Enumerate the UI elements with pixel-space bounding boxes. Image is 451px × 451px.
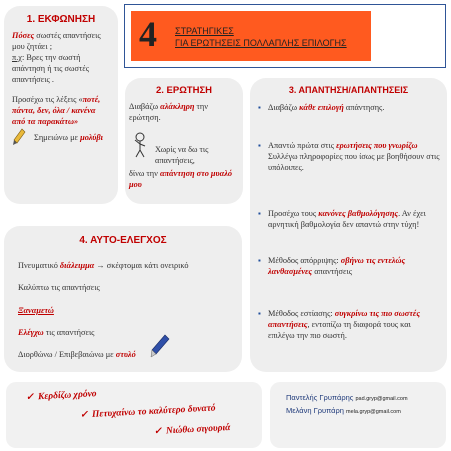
banner-line1: ΣΤΡΑΤΗΓΙΚΕΣ (175, 26, 234, 36)
section-4-title: 4. ΑΥΤΟ-ΕΛΕΓΧΟΣ (79, 235, 167, 246)
s1-l8: από τα παρακάτω» (12, 117, 79, 126)
s4-l5a: Διορθώνω / Επιβεβαιώνω με (18, 350, 116, 359)
s3-b5a: Μέθοδος εστίασης: (268, 309, 335, 318)
s2-l1c: την (194, 102, 208, 111)
s3-b3d: αρνητική βαθμολογία δεν απαντώ στην τύχη! (268, 220, 420, 229)
s1-l1: σωστές απαντήσεις (34, 31, 101, 40)
author-2 (286, 406, 401, 415)
s2-l1a: Διαβάζω (129, 102, 161, 111)
s2-line5 (129, 168, 232, 179)
s3-bullet-1 (258, 102, 444, 113)
check-icon: ✓ (153, 426, 163, 437)
s3-bullet-5 (258, 308, 444, 319)
banner-fill (131, 11, 371, 61)
s3-b3b: κανόνες βαθμολόγησης (318, 209, 399, 218)
s4-l1a: Πνευματικό (18, 261, 60, 270)
s4-l4b: τις απαντήσεις (43, 328, 95, 337)
s1-line6 (12, 94, 100, 105)
banner-number: 4 (139, 14, 157, 54)
s2-l3: Χωρίς να δω τις (155, 145, 209, 154)
section-autoelegxos (4, 226, 242, 372)
section-2-title: 2. ΕΡΩΤΗΣΗ (155, 85, 213, 96)
s3-b3c: . Αν έχει (398, 209, 426, 218)
pencil-icon (12, 128, 26, 146)
s2-l6: μου (129, 180, 142, 189)
s2-l5a: δίνω την (129, 169, 160, 178)
s3-b4a: Μέθοδος απόρριψης: (268, 256, 341, 265)
s2-l5b: απάντηση στο μυαλό (159, 169, 233, 178)
s3-line-5b (268, 319, 411, 330)
s1-l3: : Βρες την σωστή (21, 53, 81, 62)
s1-l6b: ποτέ, (82, 95, 101, 104)
s3-b1b: κάθε επιλογή (299, 103, 344, 112)
section-3-title: 3. ΑΠΑΝΤΗΣΗ/ΑΠΑΝΤΗΣΕΙΣ (288, 85, 409, 95)
s1-l9b: μολύβι (80, 133, 103, 142)
pen-icon (150, 334, 170, 358)
s4-l3: Ξαναμετώ (18, 306, 54, 315)
s3-b2a: Απαντώ πρώτα στις (268, 141, 337, 150)
s3-b4b: σβήνω τις εντελώς (340, 256, 406, 265)
s3-line-4b (268, 266, 352, 277)
check-icon: ✓ (79, 410, 89, 421)
s3-b2d: υπόλοιπες. (268, 163, 304, 172)
s4-line4 (18, 327, 94, 338)
s2-l1b: αλάκληρη (160, 102, 195, 111)
banner-line2: ΓΙΑ ΕΡΩΤΗΣΕΙΣ ΠΟΛΛΑΠΛΗΣ ΕΠΙΛΟΓΗΣ (175, 38, 347, 48)
s4-l5b: στυλό (115, 350, 136, 359)
check-1-text: Κερδίζω χρόνο (37, 389, 97, 403)
s4-l1c: → σκέφτομαι κάτι ονειρικό (94, 261, 189, 270)
s3-b4d: απαντήσεις (312, 267, 352, 276)
authors-panel (270, 382, 446, 448)
s1-l5: απαντήσεις . (12, 75, 54, 84)
author-2-name: Μελάνη Γρυπάρη (286, 406, 344, 415)
s3-b4c: λανθασμένες (268, 267, 313, 276)
s3-b1a: Διαβάζω (268, 103, 300, 112)
s1-l2: μου ζητάει ; (12, 42, 53, 51)
s3-b5d: , εντοπίζω τη διαφορά τους και (307, 320, 411, 329)
s1-l9: Σημειώνω με (34, 133, 81, 142)
s3-b5e: επιλέγω την πιο σωστή. (268, 331, 347, 340)
thinking-person-icon (131, 132, 149, 158)
s1-line3 (12, 52, 80, 63)
author-2-email: mela.gryp@gmail.com (346, 409, 401, 415)
title-banner (124, 4, 446, 68)
s3-b2b: ερωτήσεις που γνωρίζω (336, 141, 418, 150)
s3-bullet-4 (258, 255, 444, 266)
author-1-email: pad.gryp@gmail.com (355, 396, 408, 402)
s3-b2c: Συλλέγω πληροφορίες που ίσως με βοηθήσουν στις (268, 152, 440, 161)
s1-l6: Προσέχω τις λέξεις « (12, 95, 83, 104)
s2-l2: ερώτηση. (129, 113, 161, 122)
s4-l2: Καλύπτω τις απαντήσεις (18, 283, 100, 292)
author-1 (286, 393, 408, 402)
s1-posoi: Πόσες (12, 31, 35, 40)
check-3-text: Νιώθω σιγουριά (165, 423, 231, 437)
s3-bullet-2 (258, 140, 444, 151)
s3-b5b: συγκρίνω τις πιο σωστές (334, 309, 421, 318)
section-1-title: 1. ΕΚΦΩΝΗΣΗ (26, 14, 96, 25)
s1-l7: πάντα, δεν, όλα / κανένα (12, 106, 96, 115)
s3-b3a: Προσέχω τους (268, 209, 319, 218)
s3-b5c: απαντήσεις (268, 320, 308, 329)
s4-l1b: διάλειμμα (59, 261, 95, 270)
s4-line1 (18, 260, 188, 271)
s2-line1 (129, 101, 208, 112)
s1-px: π.χ (12, 53, 22, 62)
section-ekfonisi (4, 6, 118, 204)
check-2-text: Πετυχαίνω το καλύτερο δυνατό (91, 403, 216, 420)
s2-l4: απαντήσεις, (155, 156, 195, 165)
s4-l4a: Ελέγχω (18, 328, 44, 337)
check-icon: ✓ (25, 392, 35, 403)
s3-b1c: απάντησης. (343, 103, 385, 112)
author-1-name: Παντελής Γρυπάρης (286, 393, 354, 402)
s3-bullet-3 (258, 208, 444, 219)
section-erotisi (125, 78, 243, 204)
section-apantisi (250, 78, 447, 372)
s4-line5 (18, 349, 136, 360)
s1-line1 (12, 30, 101, 41)
s1-line9 (34, 132, 103, 143)
s1-l4: απάντηση ή τις σωστές (12, 64, 90, 73)
